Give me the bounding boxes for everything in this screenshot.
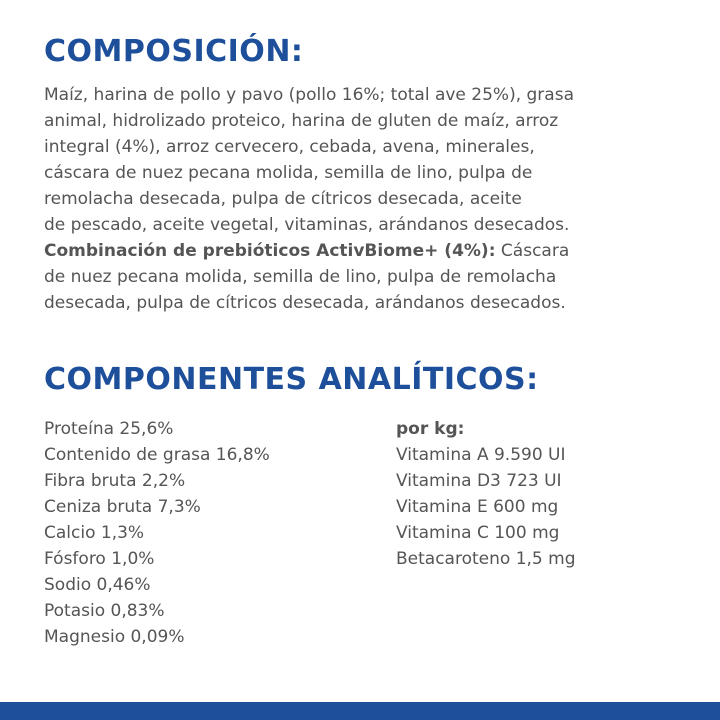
analytic-item: Potasio 0,83% <box>44 601 165 621</box>
analytics-heading: COMPONENTES ANALÍTICOS: <box>44 362 539 397</box>
composition-text <box>44 82 694 316</box>
vitamin-item: Vitamina C 100 mg <box>396 523 560 543</box>
composition-line: cáscara de nuez pecana molida, semilla de lino, pulpa de <box>44 163 533 183</box>
vitamin-item: Vitamina E 600 mg <box>396 497 559 517</box>
analytic-item: Ceniza bruta 7,3% <box>44 497 201 517</box>
composition-line: remolacha desecada, pulpa de cítricos desecada, aceite <box>44 189 522 209</box>
analytic-item: Fibra bruta 2,2% <box>44 471 186 491</box>
analytic-item: Fósforo 1,0% <box>44 549 155 569</box>
per-kg-label: por kg: <box>396 419 465 439</box>
bottom-bar <box>0 702 720 720</box>
analytic-item: Magnesio 0,09% <box>44 627 185 647</box>
composition-heading: COMPOSICIÓN: <box>44 34 304 69</box>
analytics-right-list <box>396 416 575 572</box>
composition-line: de pescado, aceite vegetal, vitaminas, arándanos desecados. <box>44 215 570 235</box>
analytic-item: Proteína 25,6% <box>44 419 174 439</box>
composition-line: Maíz, harina de pollo y pavo (pollo 16%; total ave 25%), grasa <box>44 85 574 105</box>
analytic-item: Sodio 0,46% <box>44 575 151 595</box>
prebiotic-line <box>44 238 694 264</box>
analytic-item: Calcio 1,3% <box>44 523 145 543</box>
prebiotic-label: Combinación de prebióticos ActivBiome+ (4%): <box>44 241 496 261</box>
prebiotic-text: Cáscara <box>495 241 570 261</box>
vitamin-item: Betacaroteno 1,5 mg <box>396 549 576 569</box>
composition-line: animal, hidrolizado proteico, harina de gluten de maíz, arroz <box>44 111 559 131</box>
analytic-item: Contenido de grasa 16,8% <box>44 445 270 465</box>
analytics-left-list <box>44 416 270 650</box>
vitamin-item: Vitamina D3 723 UI <box>396 471 562 491</box>
vitamin-item: Vitamina A 9.590 UI <box>396 445 566 465</box>
prebiotic-line: de nuez pecana molida, semilla de lino, pulpa de remolacha <box>44 267 557 287</box>
composition-line: integral (4%), arroz cervecero, cebada, avena, minerales, <box>44 137 535 157</box>
prebiotic-line: desecada, pulpa de cítricos desecada, arándanos desecados. <box>44 293 566 313</box>
